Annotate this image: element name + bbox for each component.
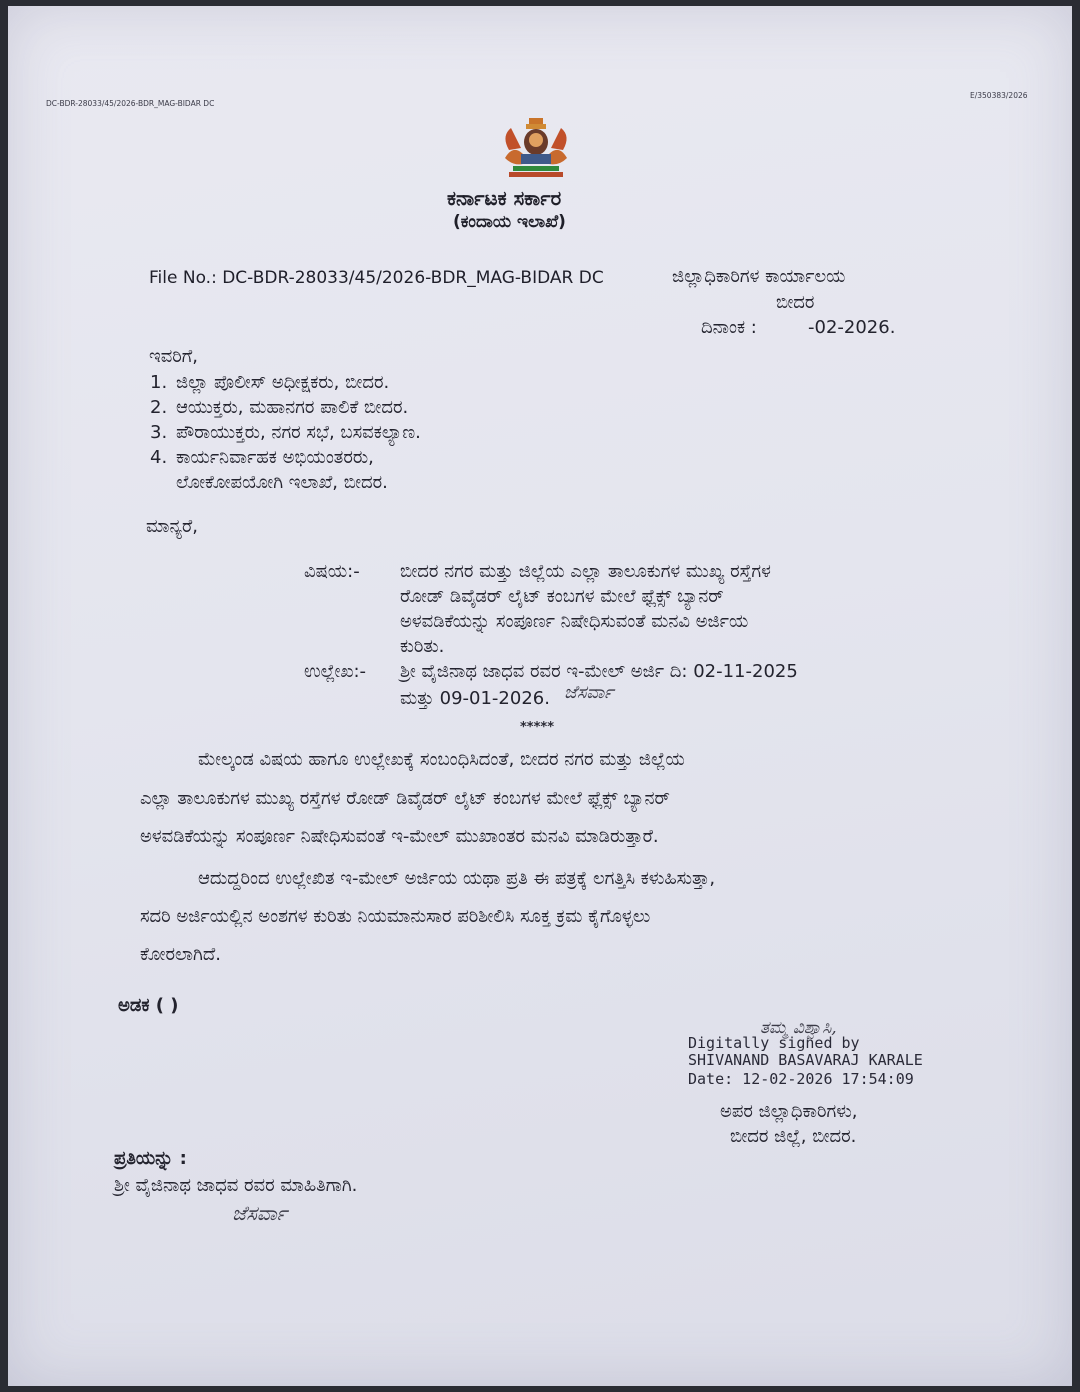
recipient-item: ಜಿಲ್ಲಾ ಪೊಲೀಸ್ ಅಧೀಕ್ಷಕರು, ಬೀದರ. (176, 372, 390, 393)
handwritten-initials: ಜೆಸರ್ವಾ (564, 682, 614, 703)
body-paragraph-line: ಅಳವಡಿಕೆಯನ್ನು ಸಂಪೂರ್ಣ ನಿಷೇಧಿಸುವಂತೆ ಇ-ಮೇಲ್ ಮುಖಾಂತರ ಮನವಿ ಮಾಡಿರುತ್ತಾರೆ. (140, 826, 659, 847)
designation-location: ಬೀದರ ಜಿಲ್ಲೆ, ಬೀದರ. (730, 1126, 857, 1147)
copy-recipient: ಶ್ರೀ ವೈಜಿನಾಥ ಜಾಧವ ರವರ ಮಾಹಿತಿಗಾಗಿ. (114, 1175, 358, 1196)
recipient-number: 4. (150, 447, 168, 468)
recipient-item: ಕಾರ್ಯನಿರ್ವಾಹಕ ಅಭಿಯಂತರರು, (176, 447, 374, 468)
subject-line: ಬೀದರ ನಗರ ಮತ್ತು ಜಿಲ್ಲೆಯ ಎಲ್ಲಾ ತಾಲೂಕುಗಳ ಮುಖ್ಯ ರಸ್ತೆಗಳ (400, 561, 771, 582)
recipient-number: 3. (150, 422, 168, 443)
to-label: ಇವರಿಗೆ, (149, 346, 198, 367)
designation: ಅಪರ ಜಿಲ್ಲಾಧಿಕಾರಿಗಳು, (720, 1101, 858, 1122)
office-city: ಬೀದರ (776, 292, 815, 313)
body-paragraph-line: ಆದುದ್ದರಿಂದ ಉಲ್ಲೇಖಿತ ಇ-ಮೇಲ್ ಅರ್ಜಿಯ ಯಥಾ ಪ್ರತಿ ಈ ಪತ್ರಕ್ಕೆ ಲಗತ್ತಿಸಿ ಕಳುಹಿಸುತ್ತಾ, (198, 868, 716, 889)
handwritten-closing: ತಮ್ಮ ವಿಶ್ವಾಸಿ, (760, 1018, 837, 1038)
body-paragraph-line: ಎಲ್ಲಾ ತಾಲೂಕುಗಳ ಮುಖ್ಯ ರಸ್ತೆಗಳ ರೋಡ್ ಡಿವೈಡರ್ ಲೈಟ್ ಕಂಬಗಳ ಮೇಲೆ ಫ್ಲೆಕ್ಸ್ ಬ್ಯಾನರ್ (140, 788, 670, 809)
top-left-reference: DC-BDR-28033/45/2026-BDR_MAG-BIDAR DC (46, 99, 215, 108)
subject-line: ರೋಡ್ ಡಿವೈಡರ್ ಲೈಟ್ ಕಂಬಗಳ ಮೇಲೆ ಫ್ಲೆಕ್ಸ್ ಬ್ಯಾನರ್ (400, 586, 724, 607)
recipient-number: 2. (150, 397, 168, 418)
subject-line: ಅಳವಡಿಕೆಯನ್ನು ಸಂಪೂರ್ಣ ನಿಷೇಧಿಸುವಂತೆ ಮನವಿ ಅರ್ಜಿಯ (400, 611, 749, 632)
digital-signature-label: Digitally signed by (688, 1034, 860, 1052)
body-paragraph-line: ಮೇಲ್ಕಂಡ ವಿಷಯ ಹಾಗೂ ಉಲ್ಲೇಖಕ್ಕೆ ಸಂಬಂಧಿಸಿದಂತೆ, ಬೀದರ ನಗರ ಮತ್ತು ಜಿಲ್ಲೆಯ (198, 749, 685, 770)
subject-line: ಕುರಿತು. (400, 636, 445, 657)
department-name: (ಕಂದಾಯ ಇಲಾಖೆ) (453, 212, 566, 232)
signature-date: Date: 12-02-2026 17:54:09 (688, 1070, 914, 1088)
enclosure: ಅಡಕ ( ) (118, 995, 179, 1016)
reference-line: ಶ್ರೀ ವೈಜಿನಾಥ ಜಾಧವ ರವರ ಇ-ಮೇಲ್ ಅರ್ಜಿ ದಿ: 02-11-2025 (400, 661, 798, 682)
reference-label: ಉಲ್ಲೇಖ:- (304, 661, 367, 682)
office-name: ಜಿಲ್ಲಾಧಿಕಾರಿಗಳ ಕಾರ್ಯಾಲಯ (672, 266, 846, 287)
top-right-reference: E/350383/2026 (970, 91, 1028, 100)
separator: ***** (520, 720, 554, 735)
copy-label: ಪ್ರತಿಯನ್ನು : (114, 1148, 187, 1169)
recipient-item: ಆಯುಕ್ತರು, ಮಹಾನಗರ ಪಾಲಿಕೆ ಬೀದರ. (176, 397, 409, 418)
government-title: ಕರ್ನಾಟಕ ಸರ್ಕಾರ (447, 186, 562, 210)
date-value: -02-2026. (808, 317, 896, 338)
letter-page (8, 6, 1072, 1386)
body-paragraph-line: ಸದರಿ ಅರ್ಜಿಯಲ್ಲಿನ ಅಂಶಗಳ ಕುರಿತು ನಿಯಮಾನುಸಾರ ಪರಿಶೀಲಿಸಿ ಸೂಕ್ತ ಕ್ರಮ ಕೈಗೊಳ್ಳಲು (140, 906, 651, 927)
body-paragraph-line: ಕೋರಲಾಗಿದೆ. (140, 944, 221, 965)
signer-name: SHIVANAND BASAVARAJ KARALE (688, 1051, 923, 1069)
recipient-item: ಪೌರಾಯುಕ್ತರು, ನಗರ ಸಭೆ, ಬಸವಕಲ್ಯಾಣ. (176, 422, 421, 443)
file-number: File No.: DC-BDR-28033/45/2026-BDR_MAG-BIDAR DC (149, 268, 604, 288)
reference-line: ಮತ್ತು 09-01-2026. (400, 688, 550, 709)
karnataka-emblem-icon (491, 114, 581, 180)
subject-label: ವಿಷಯ:- (304, 561, 360, 582)
date-label: ದಿನಾಂಕ : (701, 317, 757, 338)
salutation: ಮಾನ್ಯರೆ, (146, 516, 198, 537)
recipient-number: 1. (150, 372, 168, 393)
handwritten-initials: ಜೆಸರ್ವಾ (232, 1201, 288, 1225)
recipient-item-continued: ಲೋಕೋಪಯೋಗಿ ಇಲಾಖೆ, ಬೀದರ. (176, 472, 388, 493)
